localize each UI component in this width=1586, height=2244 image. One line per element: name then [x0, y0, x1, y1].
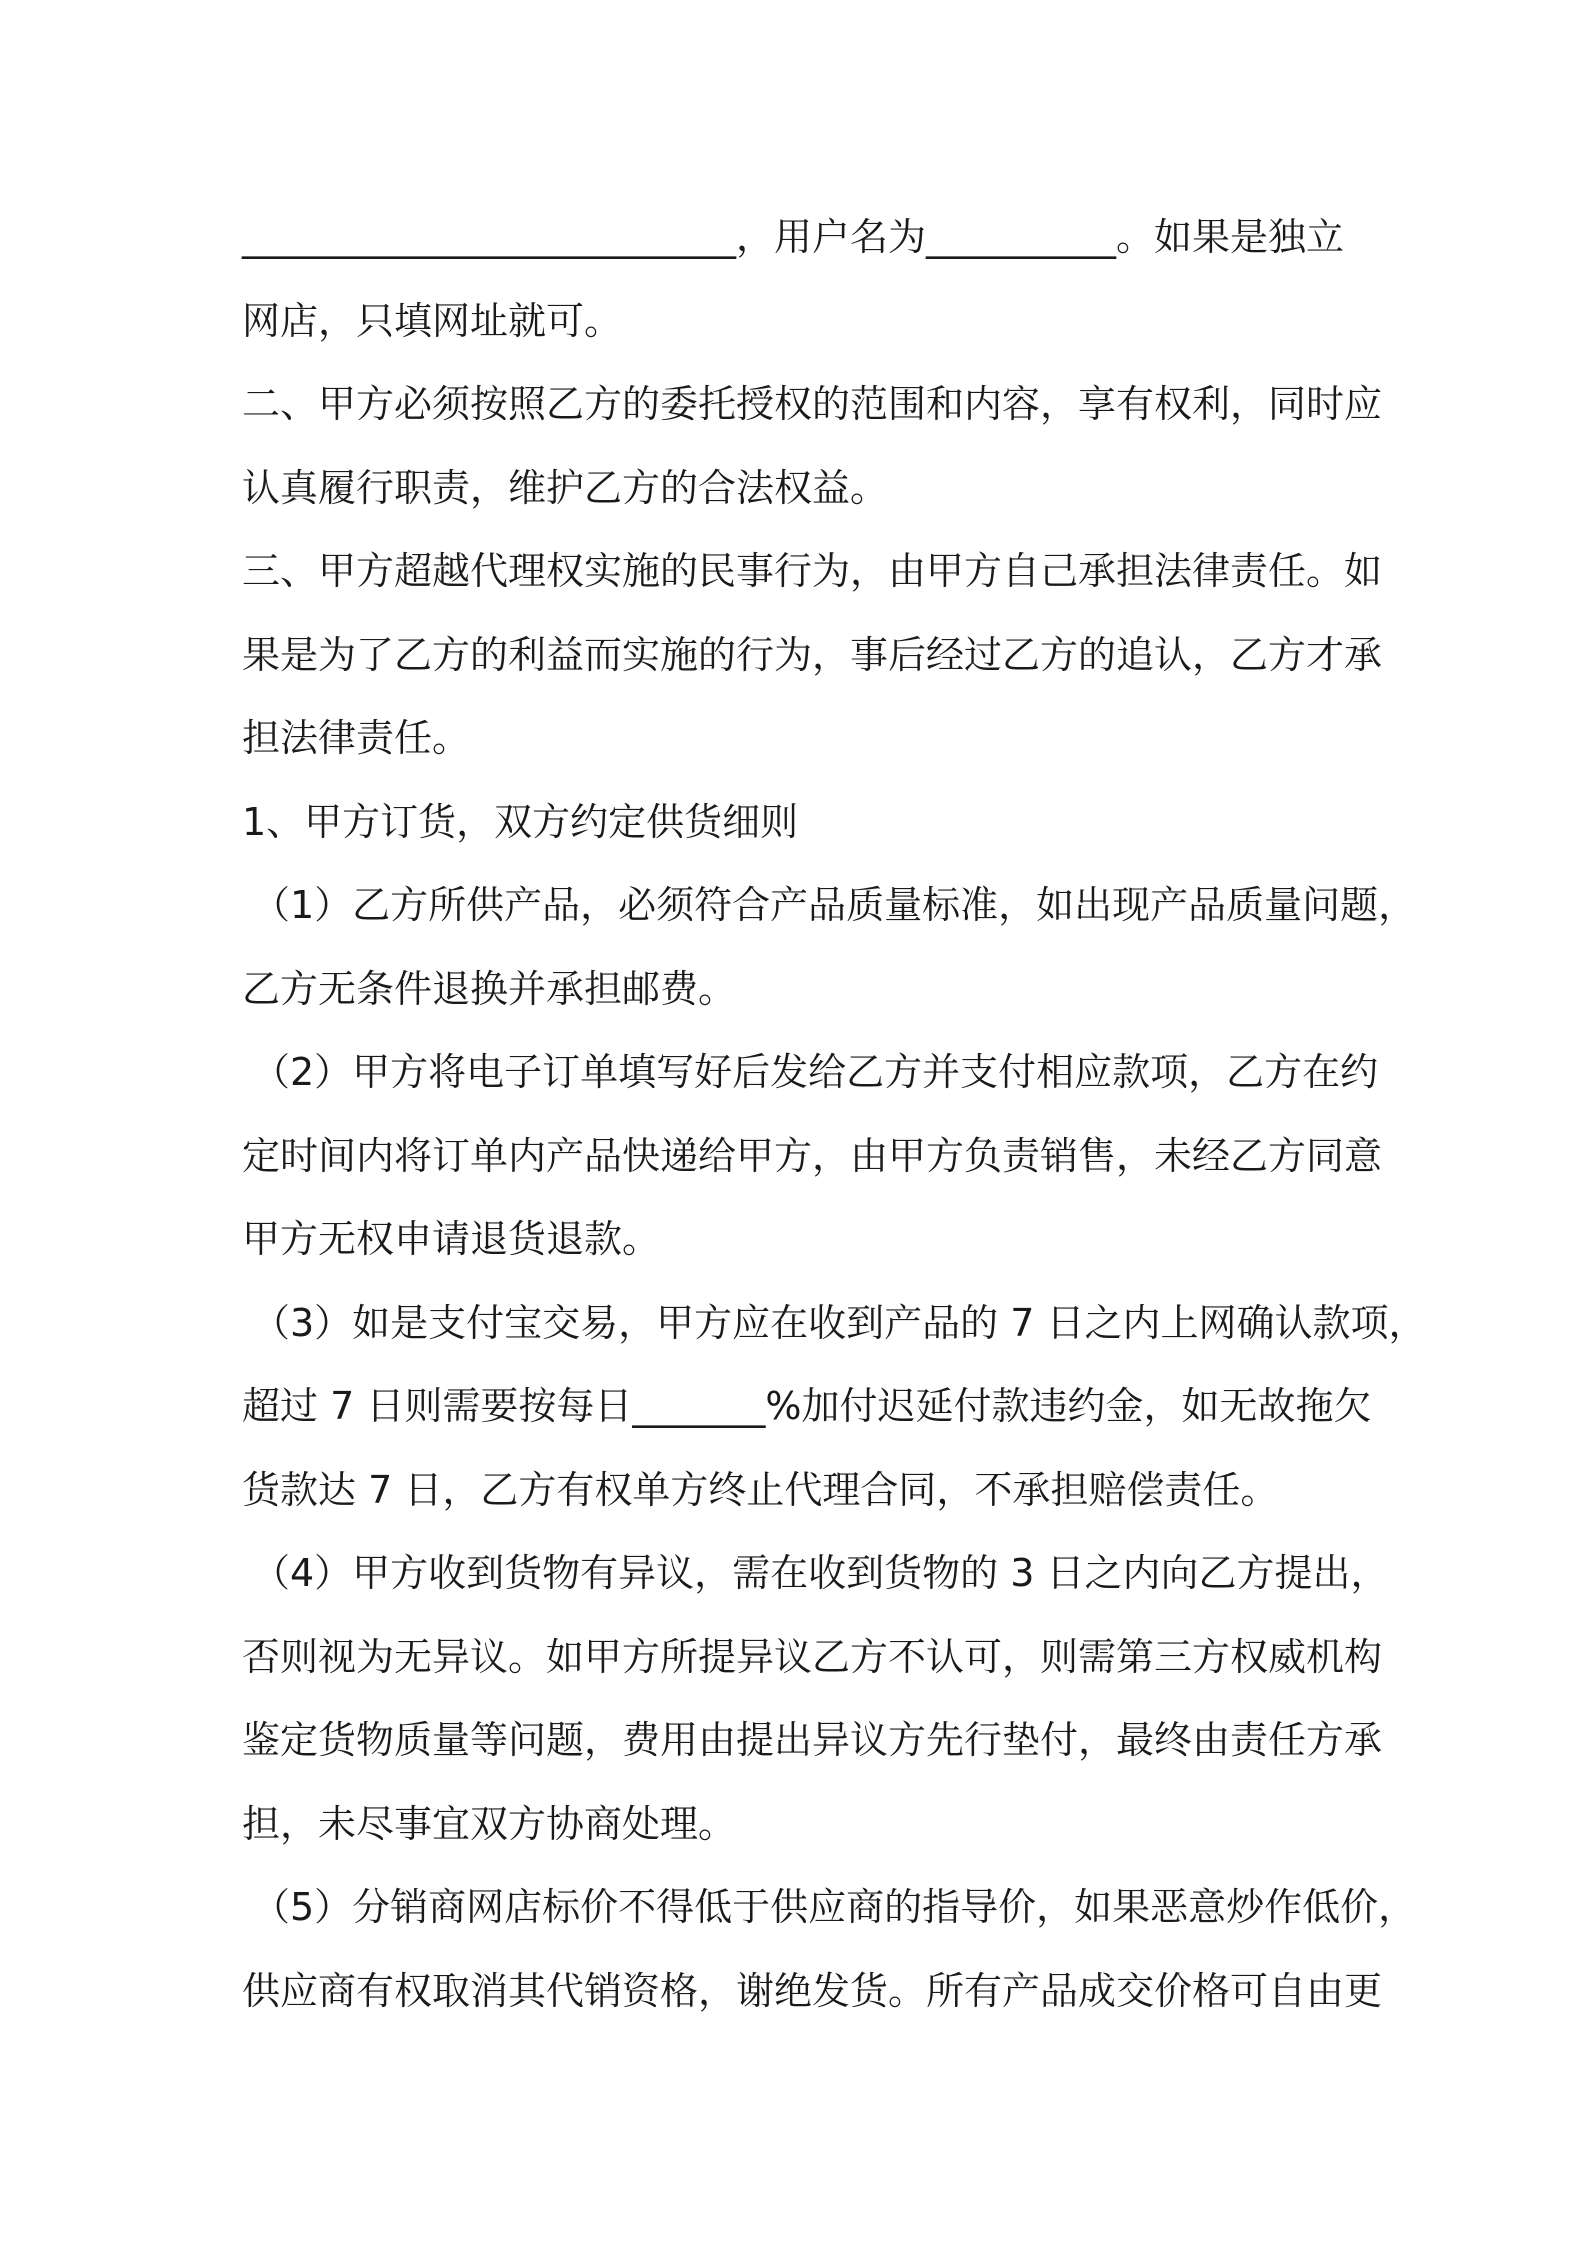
text-line: 三、甲方超越代理权实施的民事行为，由甲方自己承担法律责任。如: [242, 549, 1383, 593]
text-line: 超过 7 日则需要按每日_______%加付迟延付款违约金，如无故拖欠: [242, 1384, 1372, 1428]
text-line: 担，未尽事宜双方协商处理。: [242, 1801, 737, 1846]
text-line: 供应商有权取消其代销资格，谢绝发货。所有产品成交价格可自由更: [242, 1968, 1383, 2013]
text-line: （3）如是支付宝交易，甲方应在收到产品的 7 日之内上网确认款项，: [252, 1300, 1427, 1345]
text-line: 网店，只填网址就可。: [242, 298, 623, 343]
text-line: （4）甲方收到货物有异议，需在收到货物的 3 日之内向乙方提出，: [252, 1551, 1389, 1595]
text-line: 货款达 7 日，乙方有权单方终止代理合同，不承担赔偿责任。: [242, 1467, 1279, 1512]
text-line: 1、甲方订货，双方约定供货细则: [242, 799, 799, 844]
text-line: 果是为了乙方的利益而实施的行为，事后经过乙方的追认，乙方才承: [242, 632, 1383, 677]
text-line: 否则视为无异议。如甲方所提异议乙方不认可，则需第三方权威机构: [242, 1634, 1383, 1679]
document-body: [242, 196, 1427, 2033]
text-line: __________________________，用户名为__________。如果是独立: [242, 215, 1345, 259]
text-line: 甲方无权申请退货退款。: [242, 1217, 661, 1261]
text-line: 二、甲方必须按照乙方的委托授权的范围和内容，享有权利，同时应: [242, 382, 1383, 426]
text-line: 乙方无条件退换并承担邮费。: [242, 966, 737, 1011]
text-line: 认真履行职责，维护乙方的合法权益。: [242, 465, 889, 510]
text-line: （1）乙方所供产品，必须符合产品质量标准，如出现产品质量问题，: [252, 883, 1417, 927]
text-line: 担法律责任。: [242, 716, 471, 760]
text-line: （2）甲方将电子订单填写好后发给乙方并支付相应款项，乙方在约: [252, 1050, 1379, 1094]
text-line: 鉴定货物质量等问题，费用由提出异议方先行垫付，最终由责任方承: [242, 1718, 1383, 1762]
text-line: （5）分销商网店标价不得低于供应商的指导价，如果恶意炒作低价，: [252, 1885, 1417, 1929]
text-line: 定时间内将订单内产品快递给甲方，由甲方负责销售，未经乙方同意: [242, 1133, 1383, 1178]
